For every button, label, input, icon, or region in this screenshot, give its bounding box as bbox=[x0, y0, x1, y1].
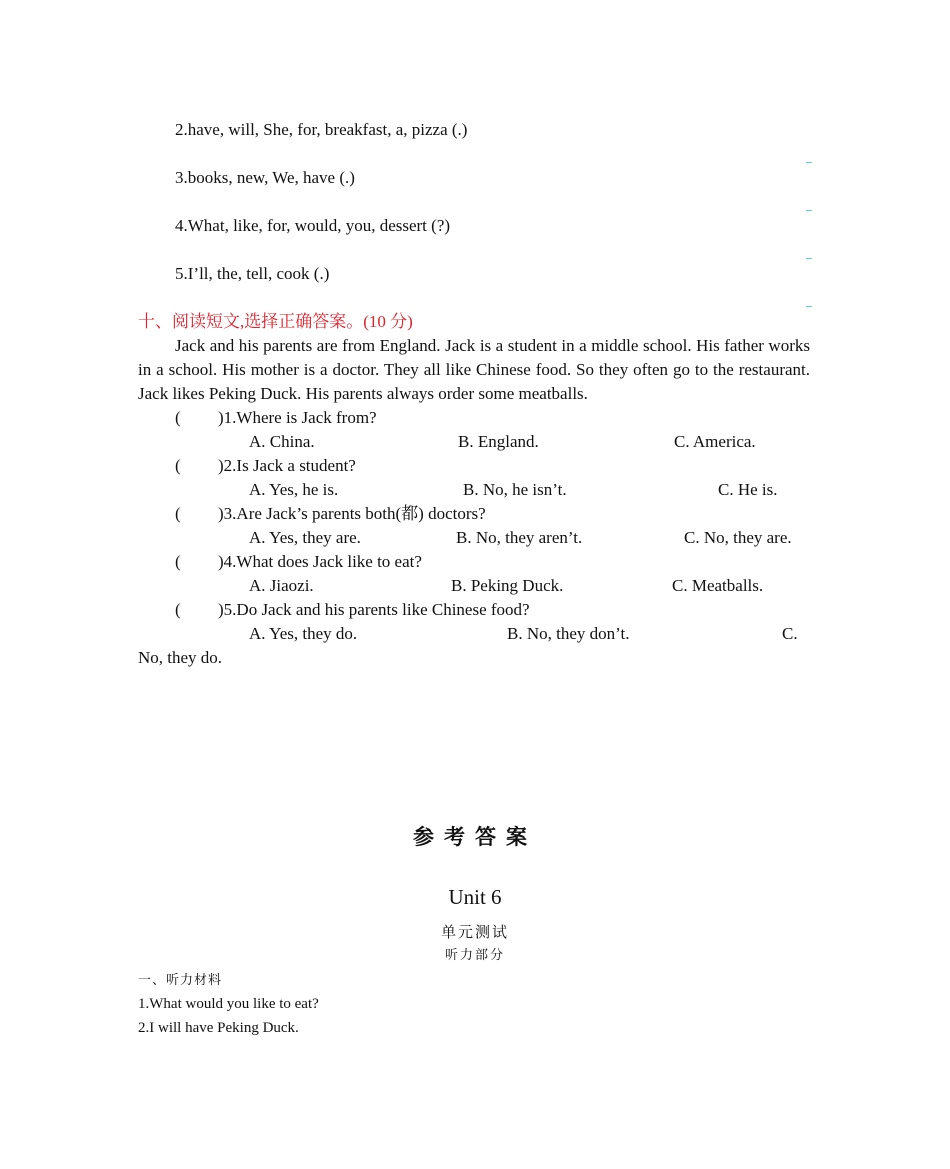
listening-part-title: 听力部分 bbox=[444, 948, 505, 963]
option-a: A. Yes, they are. bbox=[249, 528, 361, 547]
question-text: )2.Is Jack a student? bbox=[218, 456, 356, 475]
margin-mark bbox=[806, 306, 812, 307]
unit-title: Unit 6 bbox=[448, 885, 502, 909]
answer-blank-open: ( bbox=[175, 504, 181, 523]
option-c: C. America. bbox=[674, 432, 756, 451]
option-c: C. He is. bbox=[718, 480, 778, 499]
option-c: C. No, they are. bbox=[684, 528, 792, 547]
option-a: A. Jiaozi. bbox=[249, 576, 314, 595]
test-title: 单元测试 bbox=[440, 923, 509, 941]
option-c: C. Meatballs. bbox=[672, 576, 764, 595]
margin-mark bbox=[806, 162, 812, 163]
answer-blank-open: ( bbox=[175, 552, 181, 571]
option-a: A. China. bbox=[249, 432, 315, 451]
option-b: B. Peking Duck. bbox=[451, 576, 564, 595]
answer-key-heading: 参考答案 bbox=[413, 825, 537, 849]
option-c: C. bbox=[782, 624, 798, 643]
question-text: )1.Where is Jack from? bbox=[218, 408, 377, 427]
ordering-item-2: 2.have, will, She, for, breakfast, a, pizza (.) bbox=[175, 120, 468, 139]
ordering-item-4: 4.What, like, for, would, you, dessert (?) bbox=[175, 216, 451, 235]
passage-text: Jack and his parents are from England. Jack is a student in a middle school. His father works in a school. His mother is a doctor. They all like Chinese food. So they often go to the restaurant. Jack likes Peking Duck. His parents always order some meatballs. bbox=[138, 336, 810, 403]
question-text: )3.Are Jack’s parents both(都) doctors? bbox=[218, 504, 486, 523]
question-text: )4.What does Jack like to eat? bbox=[218, 552, 422, 571]
option-b: B. No, they don’t. bbox=[507, 624, 630, 643]
option-a: A. Yes, they do. bbox=[249, 624, 358, 643]
answer-blank-open: ( bbox=[175, 408, 181, 427]
listening-line-2: 2.I will have Peking Duck. bbox=[138, 1020, 299, 1036]
margin-mark bbox=[806, 210, 812, 211]
option-b: B. No, they aren’t. bbox=[456, 528, 583, 547]
reading-passage bbox=[138, 334, 810, 406]
margin-mark bbox=[806, 258, 812, 259]
listening-line-1: 1.What would you like to eat? bbox=[138, 996, 319, 1012]
option-b: B. No, he isn’t. bbox=[463, 480, 567, 499]
section-title-reading: 十、阅读短文,选择正确答案。(10 分) bbox=[138, 312, 413, 331]
option-c-continued: No, they do. bbox=[138, 648, 223, 667]
ordering-item-5: 5.I’ll, the, tell, cook (.) bbox=[175, 264, 330, 283]
option-a: A. Yes, he is. bbox=[249, 480, 339, 499]
option-b: B. England. bbox=[458, 432, 539, 451]
listening-material-heading: 一、听力材料 bbox=[138, 973, 223, 988]
question-text: )5.Do Jack and his parents like Chinese food? bbox=[218, 600, 530, 619]
answer-blank-open: ( bbox=[175, 456, 181, 475]
answer-blank-open: ( bbox=[175, 600, 181, 619]
ordering-item-3: 3.books, new, We, have (.) bbox=[175, 168, 355, 187]
